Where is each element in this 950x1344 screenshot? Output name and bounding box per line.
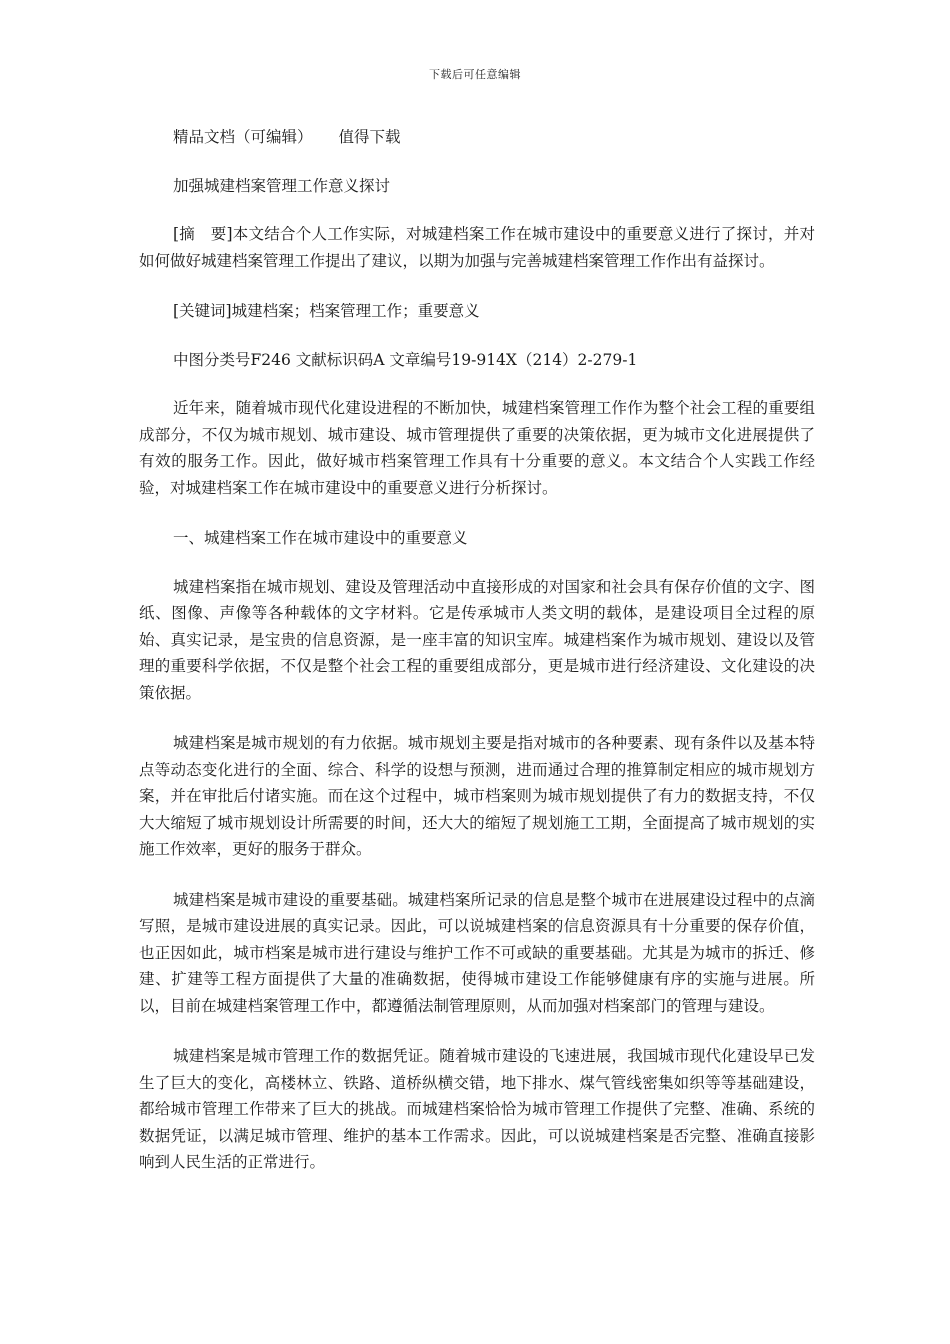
body-paragraph-4: 城建档案是城市管理工作的数据凭证。随着城市建设的飞速进展，我国城市现代化建设早已发生了巨大的变化，高楼林立、铁路、道桥纵横交错，地下排水、煤气管线密集如织等等基础建设，都给城市管理工作带来了巨大的挑战。而城建档案恰恰为城市管理工作提供了完整、准确、系统的数据凭证，以满足城市管理、维护的基本工作需求。因此，可以说城建档案是否完整、准确直接影响到人民生活的正常进行。 xyxy=(139,1047,815,1171)
body-paragraph-2: 城建档案是城市规划的有力依据。城市规划主要是指对城市的各种要素、现有条件以及基本特点等动态变化进行的全面、综合、科学的设想与预测，进而通过合理的推算制定相应的城市规划方案，并在审批后付诸实施。而在这个过程中，城市档案则为城市规划提供了有力的数据支持，不仅大大缩短了城市规划设计所需要的时间，还大大的缩短了规划施工工期，全面提高了城市规划的实施工作效率，更好的服务于群众。 xyxy=(139,734,815,858)
page-header: 下载后可任意编辑 xyxy=(429,68,521,81)
doc-abstract: [摘 要]本文结合个人工作实际，对城建档案工作在城市建设中的重要意义进行了探讨，并对如何做好城建档案管理工作提出了建议，以期为加强与完善城建档案管理工作作出有益探讨。 xyxy=(139,225,815,270)
section-heading: 一、城建档案工作在城市建设中的重要意义 xyxy=(173,529,468,547)
document-body xyxy=(139,124,815,1200)
body-paragraph-3: 城建档案是城市建设的重要基础。城建档案所记录的信息是整个城市在进展建设过程中的点滴写照，是城市建设进展的真实记录。因此，可以说城建档案的信息资源具有十分重要的保存价值，也正因如此，城市档案是城市进行建设与维护工作不可或缺的重要基础。尤其是为城市的拆迁、修建、扩建等工程方面提供了大量的准确数据，使得城市建设工作能够健康有序的实施与进展。所以，目前在城建档案管理工作中，都遵循法制管理原则，从而加强对档案部门的管理与建设。 xyxy=(139,890,815,1015)
body-paragraph-1: 城建档案指在城市规划、建设及管理活动中直接形成的对国家和社会具有保存价值的文字、图纸、图像、声像等各种载体的文字材料。它是传承城市人类文明的载体，是建设项目全过程的原始、真实记录，是宝贵的信息资源，是一座丰富的知识宝库。城建档案作为城市规划、建设以及管理的重要科学依据，不仅是整个社会工程的重要组成部分，更是城市进行经济建设、文化建设的决策依据。 xyxy=(139,577,815,702)
doc-intro-paragraph: 近年来，随着城市现代化建设进程的不断加快，城建档案管理工作作为整个社会工程的重要组成部分，不仅为城市规划、城市建设、城市管理提供了重要的决策依据，更为城市文化进展提供了有效的服务工作。因此，做好城市档案管理工作具有十分重要的意义。本文结合个人实践工作经验，对城建档案工作在城市建设中的重要意义进行分析探讨。 xyxy=(139,399,815,497)
doc-badge xyxy=(139,124,815,151)
doc-badge-left: 精品文档（可编辑） xyxy=(173,128,313,146)
doc-title: 加强城建档案管理工作意义探讨 xyxy=(173,176,391,195)
doc-keywords: [关键词]城建档案；档案管理工作；重要意义 xyxy=(173,302,480,320)
doc-badge-right: 值得下载 xyxy=(338,128,401,146)
doc-classification: 中图分类号F246 文献标识码A 文章编号19-914X（214）2-279-1 xyxy=(173,350,638,369)
